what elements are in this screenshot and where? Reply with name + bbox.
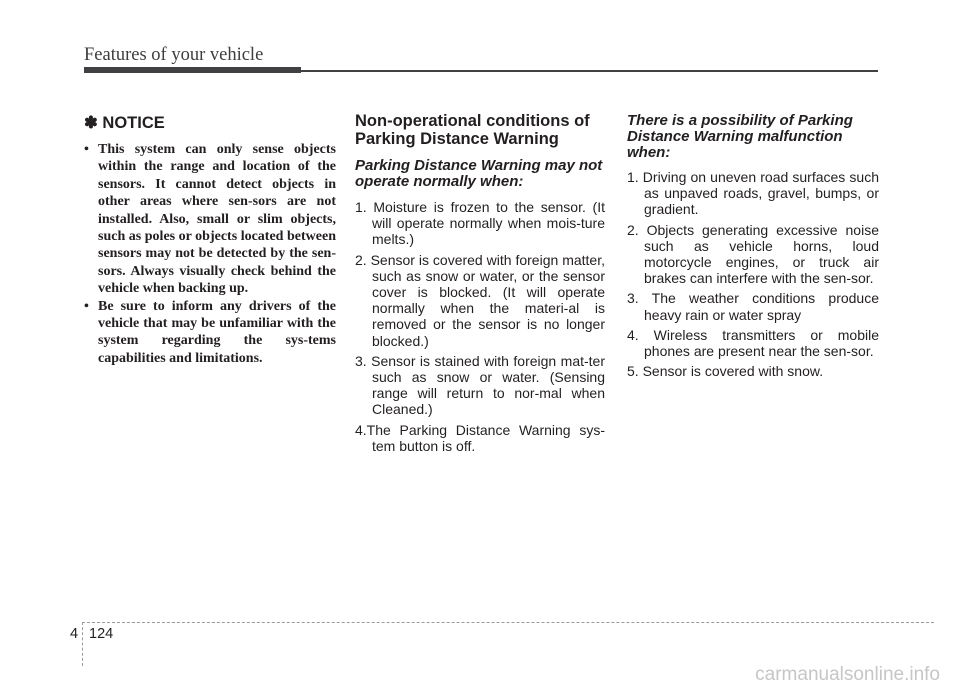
condition-list (355, 199, 605, 454)
notice-item: • Be sure to inform any drivers of the vehicle that may be unfamiliar with the system regarding the sys-tems capabilities and limitations. (84, 298, 336, 366)
notice-item: • This system can only sense objects within the range and location of the sensors. It cannot detect objects in other areas where sen-sors are not installed. Also, small or slim objects, such as poles or objects located between sensors may not be detected by the sen-sors. Always visually check behind the vehicle when backing up. (84, 142, 336, 297)
section-subtitle: There is a possibility of Parking Distance Warning malfunction when: (627, 112, 853, 161)
section-title: Non-operational conditions of Parking Distance Warning (355, 112, 590, 148)
chapter-number: 4 (70, 626, 79, 642)
header-rule-thin (301, 70, 878, 72)
bullet-icon: • (84, 298, 89, 314)
bullet-icon: • (84, 142, 89, 157)
notice-title: ✽ NOTICE (84, 114, 165, 132)
list-item: 2. Sensor is covered with foreign matter, such as snow or water, or the sensor cover is blocked. (It will operate normally when the materi-al is removed or the sensor is no longer blocked.) (355, 251, 605, 349)
list-item: 4.The Parking Distance Warning sys-tem button is off. (355, 421, 605, 454)
list-item: 1. Driving on uneven road surfaces such as unpaved roads, gravel, bumps, or gradient. (627, 169, 879, 218)
list-item: 1. Moisture is frozen to the sensor. (It will operate normally when mois-ture melts.) (355, 199, 605, 248)
header-rule-thick (84, 67, 301, 73)
page-header-title: Features of your vehicle (84, 45, 264, 65)
malfunction-list (627, 169, 879, 379)
notice-column (84, 113, 336, 367)
page-number: 124 (89, 626, 114, 642)
list-item: 5. Sensor is covered with snow. (627, 363, 824, 380)
list-item: 3. The weather conditions produce heavy rain or water spray (627, 290, 879, 323)
non-operational-column (355, 113, 605, 458)
section-subtitle: Parking Distance Warning may not operate normally when: (355, 157, 603, 190)
watermark: carmanualsonline.info (755, 664, 940, 685)
malfunction-column (627, 113, 879, 383)
notice-list (84, 141, 336, 367)
list-item: 2. Objects generating excessive noise such as vehicle horns, loud motorcycle engines, or truck air brakes can interfere with the sen-sor. (627, 221, 879, 287)
footer-rule (82, 622, 934, 623)
footer-divider (82, 622, 83, 666)
list-item: 4. Wireless transmitters or mobile phones are present near the sen-sor. (627, 326, 879, 360)
list-item: 3. Sensor is stained with foreign mat-ter such as snow or water. (Sensing range will return to nor-mal when Cleaned.) (355, 352, 605, 418)
